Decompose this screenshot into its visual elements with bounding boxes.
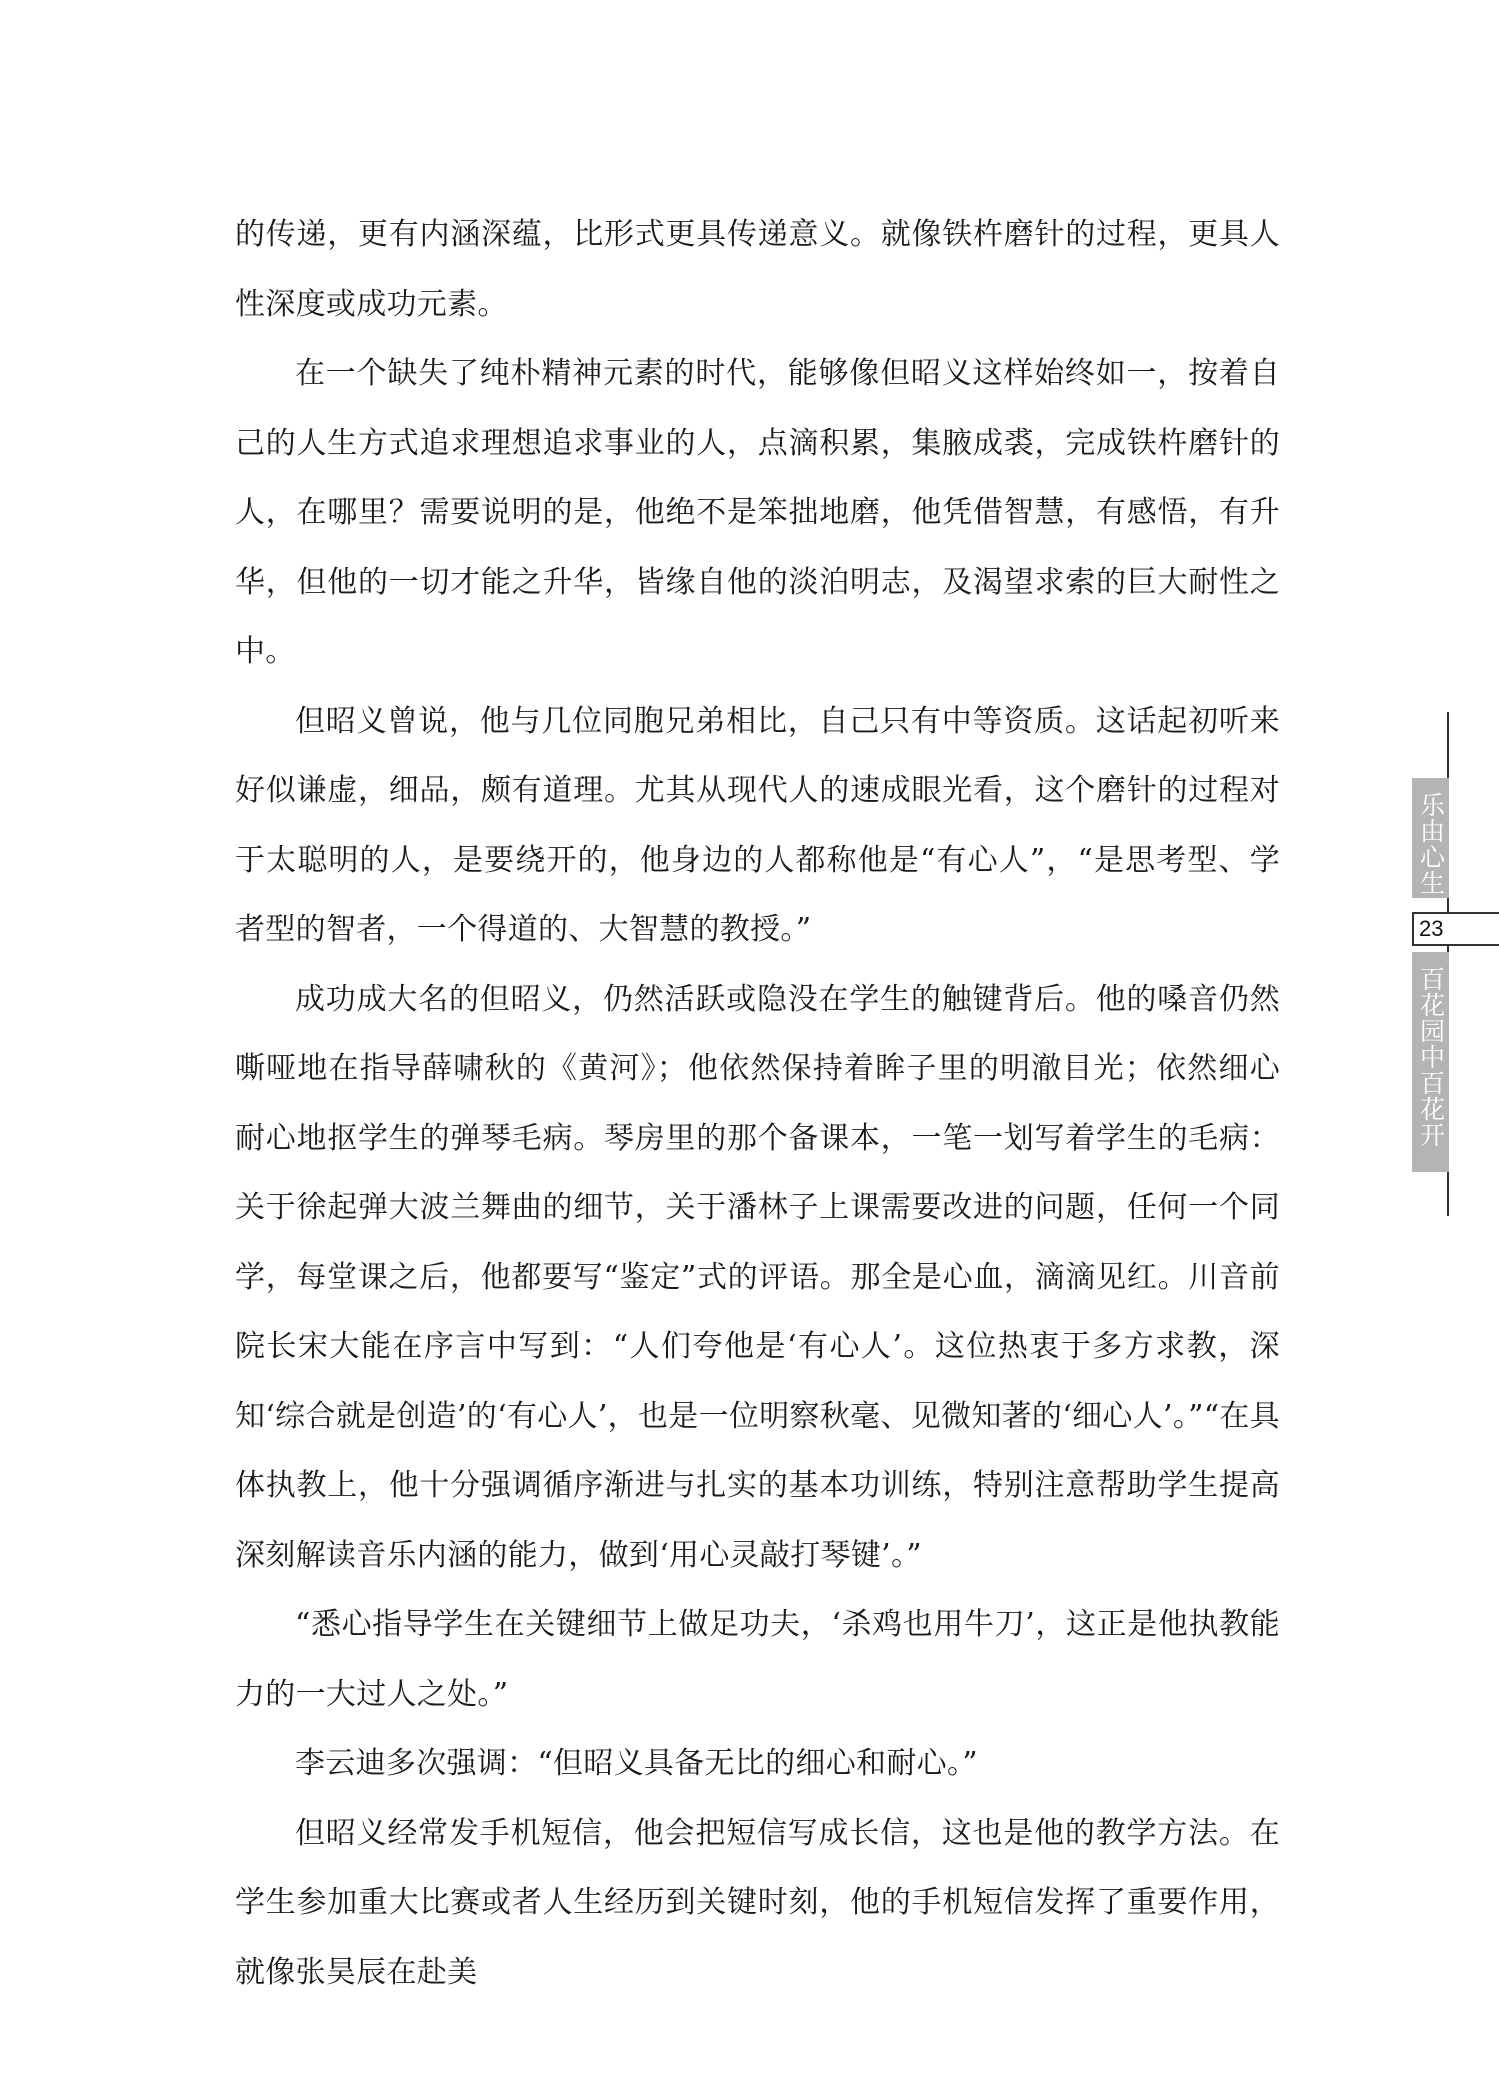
paragraph: 但昭义曾说，他与几位同胞兄弟相比，自己只有中等资质。这话起初听来好似谦虚，细品，颇有道理。尤其从现代人的速成眼光看，这个磨针的过程对于太聪明的人，是要绕开的，他身边的人都称他是“有心人”，“是思考型、学者型的智者，一个得道的、大智慧的教授。” xyxy=(235,703,1280,947)
paragraph: 在一个缺失了纯朴精神元素的时代，能够像但昭义这样始终如一，按着自己的人生方式追求理想追求事业的人，点滴积累，集腋成裘，完成铁杵磨针的人，在哪里？需要说明的是，他绝不是笨拙地磨，他凭借智慧，有感悟，有升华，但他的一切才能之升华，皆缘自他的淡泊明志，及渴望求索的巨大耐性之中。 xyxy=(235,356,1280,669)
chapter-label: 乐由心生 xyxy=(1412,778,1449,898)
section-label: 百花园中百花开 xyxy=(1412,952,1449,1172)
chapter-side-tab xyxy=(1412,712,1499,1216)
paragraph: 李云迪多次强调：“但昭义具备无比的细心和耐心。” xyxy=(295,1746,978,1781)
paragraph: “悉心指导学生在关键细节上做足功夫，‘杀鸡也用牛刀’，这正是他执教能力的一大过人之处。” xyxy=(235,1607,1280,1712)
paragraph: 但昭义经常发手机短信，他会把短信写成长信，这也是他的教学方法。在学生参加重大比赛或者人生经历到关键时刻，他的手机短信发挥了重要作用，就像张昊辰在赴美 xyxy=(235,1815,1280,1990)
paragraph: 的传递，更有内涵深蕴，比形式更具传递意义。就像铁杵磨针的过程，更具人性深度或成功元素。 xyxy=(235,217,1280,322)
page-number: 23 xyxy=(1412,912,1499,946)
paragraph: 成功成大名的但昭义，仍然活跃或隐没在学生的触键背后。他的嗓音仍然嘶哑地在指导薛啸秋的《黄河》；他依然保持着眸子里的明澈目光；依然细心耐心地抠学生的弹琴毛病。琴房里的那个备课本，一笔一划写着学生的毛病：关于徐起弹大波兰舞曲的细节，关于潘林子上课需要改进的问题，任何一个同学，每堂课之后，他都要写“鉴定”式的评语。那全是心血，滴滴见红。川音前院长宋大能在序言中写到：“人们夸他是‘有心人’。这位热衷于多方求教，深知‘综合就是创造’的‘有心人’，也是一位明察秋毫、见微知著的‘细心人’。”“在具体执教上，他十分强调循序渐进与扎实的基本功训练，特别注意帮助学生提高深刻解读音乐内涵的能力，做到‘用心灵敲打琴键’。” xyxy=(235,981,1280,1573)
body-text xyxy=(235,200,1280,2007)
